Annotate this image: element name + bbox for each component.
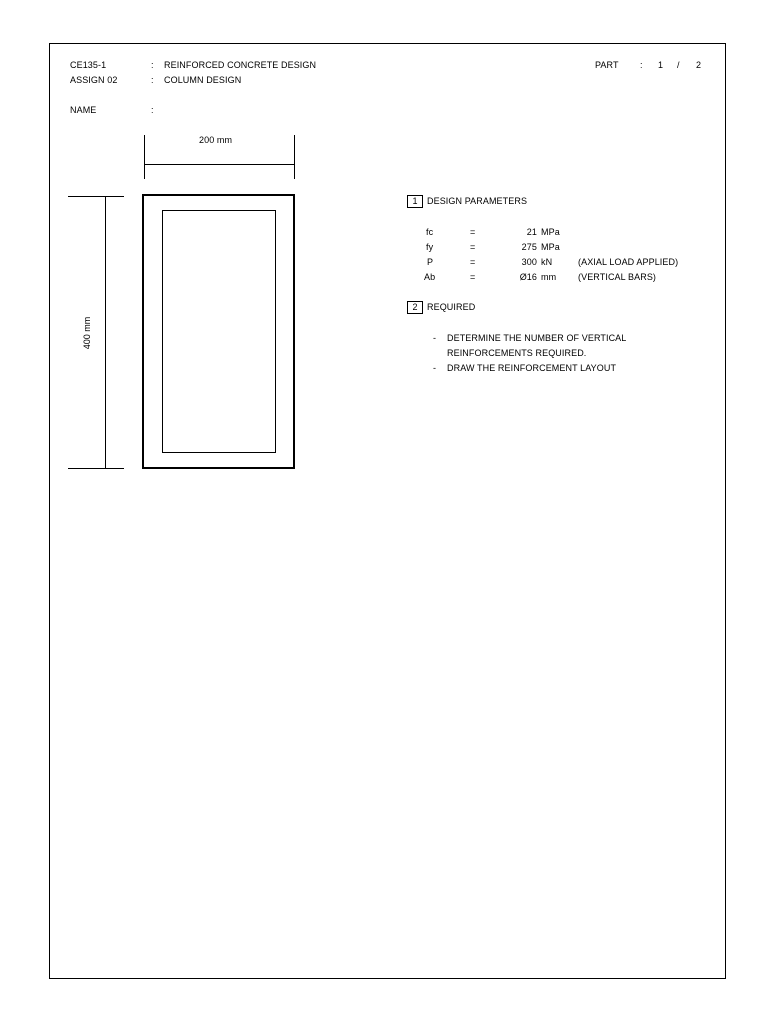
height-dim-ext-bottom (68, 468, 124, 469)
bullet-dash: - (433, 363, 437, 373)
param-equals: = (470, 272, 476, 282)
name-label: NAME (70, 105, 97, 115)
param-equals: = (470, 242, 476, 252)
part-label: PART (595, 60, 619, 70)
required-item-line: DRAW THE REINFORCEMENT LAYOUT (447, 363, 617, 373)
param-equals: = (470, 257, 476, 267)
param-value: 300 (521, 257, 537, 267)
part-total: 2 (696, 60, 702, 70)
param-symbol: Ab (424, 272, 436, 282)
param-symbol: fc (426, 227, 434, 237)
param-unit: kN (541, 257, 553, 267)
part-slash: / (677, 60, 680, 70)
height-dim-ext-top (68, 196, 124, 197)
bullet-dash: - (433, 333, 437, 343)
required-item-line: REINFORCEMENTS REQUIRED. (447, 348, 587, 358)
section-2-title: REQUIRED (427, 302, 476, 312)
course-title: REINFORCED CONCRETE DESIGN (164, 60, 317, 70)
param-unit: MPa (541, 227, 560, 237)
param-note: (VERTICAL BARS) (578, 272, 657, 282)
assign-code: ASSIGN 02 (70, 75, 118, 85)
part-sep: : (640, 60, 643, 70)
param-symbol: fy (426, 242, 434, 252)
param-value: Ø16 (519, 272, 537, 282)
width-dimension-label: 200 mm (199, 135, 233, 145)
assign-title: COLUMN DESIGN (164, 75, 242, 85)
param-symbol: P (427, 257, 434, 267)
param-unit: mm (541, 272, 557, 282)
section-1-title: DESIGN PARAMETERS (427, 196, 528, 206)
assign-sep: : (151, 75, 154, 85)
param-note: (AXIAL LOAD APPLIED) (578, 257, 679, 267)
page-frame (49, 43, 726, 979)
course-code: CE135-1 (70, 60, 107, 70)
section-1-number: 1 (407, 195, 423, 208)
section-2-number: 2 (407, 301, 423, 314)
height-dimension-label: 400 mm (82, 316, 92, 350)
part-number: 1 (658, 60, 664, 70)
tie-outline (162, 210, 276, 453)
param-equals: = (470, 227, 476, 237)
name-sep: : (151, 105, 154, 115)
width-dim-ext-left (144, 135, 145, 179)
param-unit: MPa (541, 242, 560, 252)
course-sep: : (151, 60, 154, 70)
height-dim-line (105, 196, 106, 469)
param-value: 275 (521, 242, 537, 252)
param-value: 21 (526, 227, 537, 237)
required-item-line: DETERMINE THE NUMBER OF VERTICAL (447, 333, 627, 343)
width-dim-line (144, 164, 295, 165)
width-dim-ext-right (294, 135, 295, 179)
